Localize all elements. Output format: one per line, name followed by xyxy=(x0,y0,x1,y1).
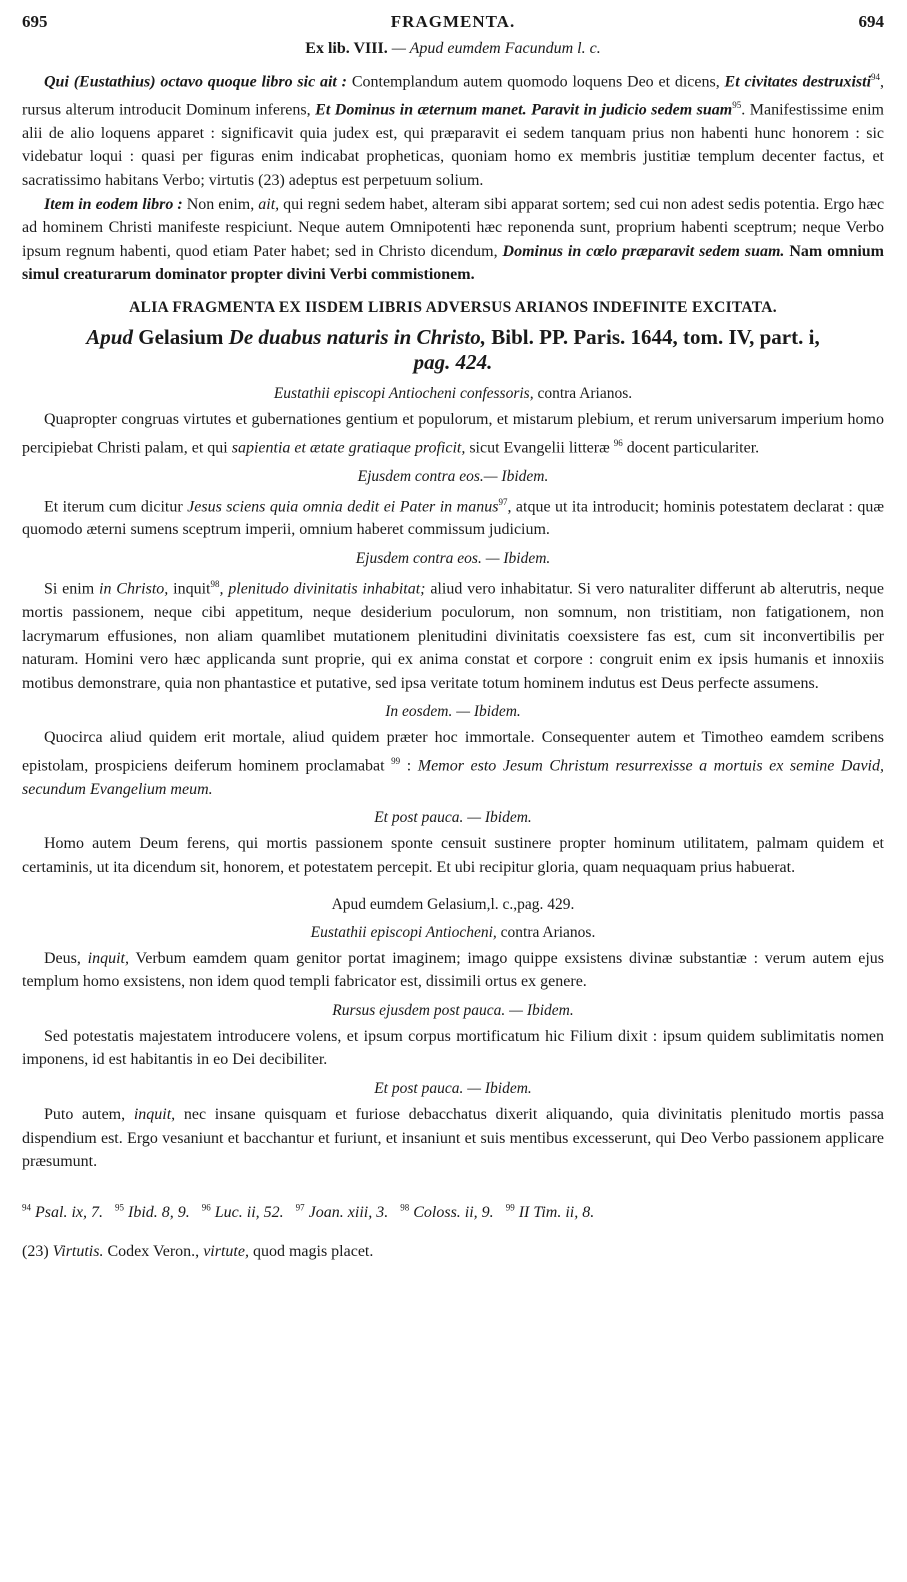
paragraph-10 xyxy=(22,1103,884,1174)
italic-intro: Qui (Eustathius) octavo quoque libro sic ait : xyxy=(44,73,348,91)
text: virtute, xyxy=(203,1243,249,1261)
text: inquit xyxy=(173,580,211,598)
source-heading xyxy=(22,325,884,375)
text: in Christo, xyxy=(99,580,169,598)
text: contra Arianos. xyxy=(537,385,633,402)
footnote-text: Ibid. 8, 9. xyxy=(128,1204,190,1222)
quote: Et civitates destruxisti xyxy=(724,73,872,91)
subheading-7 xyxy=(22,922,884,944)
text: qui regni sedem habet, alteram sibi apparat sortem; sed cui non adest sedis potentia. Ergo hæc ad hominem Christi manifeste respiciunt. Neque autem Omnipotenti hæc reponenda sunt, proprium habenti sceptrum; neque Verbo ipsum regnum habenti, quod etiam Pater habet; sed in Christo dicendum, xyxy=(22,195,885,260)
paragraph-8 xyxy=(22,947,884,994)
subheading-3: Ejusdem contra eos. — Ibidem. xyxy=(355,550,551,568)
text: Non enim, xyxy=(186,195,255,213)
text: Nam omnium simul creaturarum dominator propter divini Verbi commistionem. xyxy=(22,242,885,284)
text: Gelasium xyxy=(138,325,224,349)
source-reference: — Apud eumdem Facundum l. c. xyxy=(391,40,601,57)
text: : xyxy=(406,757,412,775)
note-number: (23) xyxy=(22,1243,49,1261)
subheading-9: Et post pauca. — Ibidem. xyxy=(374,1080,532,1097)
footnote-number: 98 xyxy=(400,1202,410,1213)
quote: , plenitudo divinitatis inhabitat; xyxy=(219,580,426,598)
text: Apud xyxy=(86,325,133,349)
editor-note xyxy=(22,1243,884,1261)
running-title: FRAGMENTA. xyxy=(390,12,516,31)
footnote xyxy=(115,1204,190,1221)
text: Quocirca aliud quidem erit mortale, aliud quidem præter hoc immortale. Consequenter autem et Timotheo eamdem scribens epistolam, prospiciens deiferum hominem proclamabat xyxy=(22,729,884,775)
footnote-ref: 94 xyxy=(871,72,881,82)
text: contra Arianos. xyxy=(500,923,596,941)
footnote-number: 97 xyxy=(295,1202,305,1213)
text: Contemplandum autem quomodo loquens Deo et dicens, xyxy=(351,73,720,91)
subheading-1 xyxy=(22,383,884,405)
text: Eustathii episcopi Antiocheni, xyxy=(310,923,497,941)
page-number-left: 695 xyxy=(22,12,48,31)
paragraph-6 xyxy=(22,726,884,801)
text: Codex Veron., xyxy=(107,1243,200,1261)
footnote-number: 94 xyxy=(22,1202,31,1213)
book-reference: Ex lib. VIII. xyxy=(305,40,388,57)
text: pag. 424. xyxy=(413,350,493,374)
footnote-number: 96 xyxy=(201,1202,211,1213)
footnote-text: Coloss. ii, 9. xyxy=(413,1204,494,1222)
footnote-number: 95 xyxy=(115,1202,124,1213)
subheading-6: Apud eumdem Gelasium,l. c.,pag. 429. xyxy=(331,895,575,913)
footnote-text: Luc. ii, 52. xyxy=(214,1204,284,1222)
quote: Memor esto Jesum Christum resurrexisse a mortuis ex semine David, secundum Evangelium meum. xyxy=(22,757,884,798)
quote: Jesus sciens quia omnia dedit ei Pater in manus xyxy=(187,497,499,515)
footnote-text: II Tim. ii, 8. xyxy=(518,1204,595,1222)
footnote xyxy=(400,1204,493,1221)
footnote xyxy=(22,1204,103,1221)
text: aliud vero inhabitatur. Si vero naturaliter differunt ab alterutris, neque mortis passionem, neque cibi appetitum, neque desiderium poculorum, non somnum, non tristitiam, non fatigationem, non lacrymarum effusiones, non aliam quamlibet mutationem plenitudini divinitatis coexsistere fas est, cum sit inconvertibilis per naturam. Homini vero hæc applicanda sunt proprie, qui ex anima constat et corpore : congruit enim ex ipsis humanis et innoxiis motibus demonstrare, quia non phantastice et putative, sed ipsa veritate totum hominem indutus est Deus perfecte assumens. xyxy=(22,580,884,692)
section-subheading xyxy=(22,40,884,58)
paragraph-4 xyxy=(22,491,884,543)
text: De duabus naturis in Christo, xyxy=(228,325,487,349)
text: docent particulariter. xyxy=(626,438,760,456)
text: quod magis placet. xyxy=(252,1243,374,1261)
subheading-8: Rursus ejusdem post pauca. — Ibidem. xyxy=(332,1001,574,1019)
text: Virtutis. xyxy=(52,1243,104,1261)
paragraph-1 xyxy=(22,66,884,193)
paragraph-3 xyxy=(22,408,884,460)
text: , atque ut ita introducit; hominis potestatem declarat : quæ quomodo æterni sumens sceptrum imperii, omnium haberet commissum judicium. xyxy=(22,497,885,539)
text: Eustathii episcopi Antiocheni confessoris, xyxy=(273,385,534,402)
footnote xyxy=(202,1204,284,1221)
running-header xyxy=(22,12,884,38)
footnote-text: Joan. xiii, 3. xyxy=(308,1204,389,1222)
text: sicut Evangelii litteræ xyxy=(469,438,610,456)
footnote-ref: 99 xyxy=(391,755,401,766)
footnote-ref: 96 xyxy=(613,437,623,448)
section-title: ALIA FRAGMENTA EX IISDEM LIBRIS ADVERSUS ARIANOS INDEFINITE EXCITATA. xyxy=(129,299,777,316)
paragraph-9: Sed potestatis majestatem introducere volens, et ipsum corpus mortificatum hic Filium dixit : ipsum quidem sublimitatis nomen imponens, id est habitantis in eo Dei decibiliter. xyxy=(22,1027,884,1069)
page-number-right: 694 xyxy=(858,12,884,31)
paragraph-2 xyxy=(22,193,884,287)
text: Quapropter congruas virtutes et gubernationes gentium et populorum, et mistarum plebium, et rerum universarum imperium homo percipiebat Christi palam, et qui xyxy=(22,411,884,456)
footnote-ref: 98 xyxy=(210,579,220,590)
footnotes xyxy=(22,1196,884,1225)
footnote xyxy=(296,1204,389,1221)
text: Verbum eamdem quam genitor portat imaginem; imago quippe exsistens divinæ substantiæ : verum autem ejus templum homo exsistens, non idem quod templi fabricator est, dissimili ortus ex genere. xyxy=(22,949,885,991)
text: Et iterum cum dicitur xyxy=(44,497,183,515)
subheading-5: Et post pauca. — Ibidem. xyxy=(374,809,532,827)
quote: Et Dominus in æternum manet. Paravit in judicio sedem suam xyxy=(315,101,733,119)
text: nec insane quisquam et furiose debacchatus dixerit aliquando, quia divinitatis plenitudo mortis passa dispendium est. Ergo vesaniunt et bacchantur et furiunt, et insaniunt et suis mentibus excesserunt, qui Deo Verbo passionem applicare præsumunt. xyxy=(22,1106,885,1171)
quote: Dominus in cœlo præparavit sedem suam. xyxy=(502,242,785,260)
subheading-2: Ejusdem contra eos.— Ibidem. xyxy=(357,467,549,485)
text: Deus, xyxy=(44,949,81,967)
footnote-text: Psal. ix, 7. xyxy=(35,1204,103,1222)
italic-word: inquit, xyxy=(133,1106,176,1123)
subheading-4: In eosdem. — Ibidem. xyxy=(385,703,521,721)
text: Puto autem, xyxy=(44,1106,126,1123)
footnote-ref: 95 xyxy=(732,99,742,110)
footnote-number: 99 xyxy=(505,1202,515,1213)
text: Si enim xyxy=(44,580,95,598)
text: , rursus alterum introducit Dominum inferens, xyxy=(22,73,885,119)
text: . Manifestissime enim alii de alio loquens apparet : significavit quia judex est, qui præparavit ei sedem tanquam prius non habenti hunc honorem : sic videbatur loqui : quasi per figuras enim indicabat propheticas, quoniam homo ex membris justitiæ templum decenter factus, et sacratissimo habitans Verbo; virtutis (23) adeptus est perpetuum solium. xyxy=(22,101,885,190)
paragraph-7: Homo autem Deum ferens, qui mortis passionem sponte censuit sustinere propter hominum utilitatem, palmam quidem et certaminis, ut ita dicendum sit, honorem, et potestatem percepit. Et ubi recipitur gloria, quam nequaquam prius habuerat. xyxy=(22,835,884,877)
paragraph-5 xyxy=(22,573,884,695)
italic-intro: Item in eodem libro : xyxy=(44,195,183,213)
italic-word: ait, xyxy=(258,195,280,213)
text: Bibl. PP. Paris. 1644, tom. IV, part. i, xyxy=(491,325,820,349)
footnote xyxy=(506,1204,595,1221)
page xyxy=(22,12,884,1261)
footnote-ref: 97 xyxy=(498,496,508,507)
italic-word: inquit, xyxy=(87,949,129,967)
quote: sapientia et ætate gratiaque proficit, xyxy=(231,438,466,456)
